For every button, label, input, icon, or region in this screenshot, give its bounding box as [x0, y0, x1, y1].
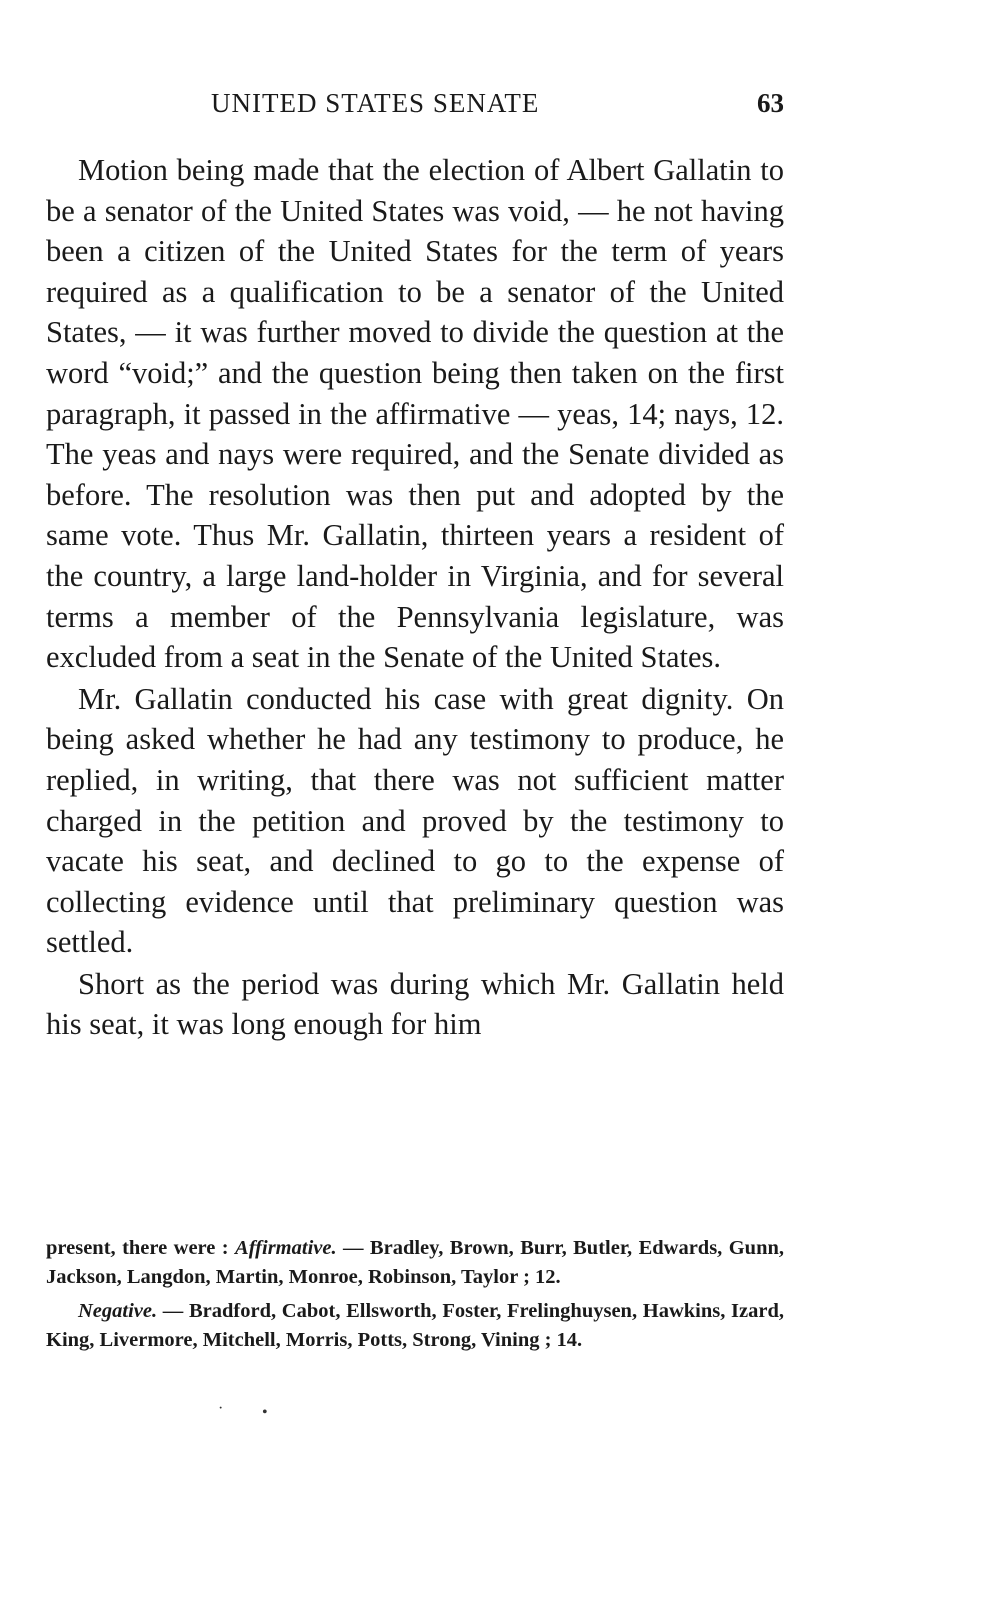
footnote	[46, 1234, 784, 1360]
page-number: 63	[757, 88, 784, 118]
footnote-intro: present, there were :	[46, 1237, 229, 1259]
paragraph-conduct: Mr. Gallatin conducted his case with great dignity. On being asked whether he had any testimony to produce, he replied, in writing, that there was not sufficient matter charged in the petition and proved by the testimony to vacate his seat, and declined to go to the expense of collecting evidence until that preliminary question was settled.	[46, 681, 784, 960]
paragraph-motion: Motion being made that the election of Albert Gallatin to be a senator of the United States was void, — he not having been a citizen of the United States for the term of years required as a qualification to be a senator of the United States, — it was further moved to divide the question at the word “void;” and the question being then taken on the first paragraph, it passed in the affirmative — yeas, 14; nays, 12. The yeas and nays were required, and the Senate divided as before. The resolution was then put and adopted by the same vote. Thus Mr. Gallatin, thirteen years a resident of the country, a large land-holder in Virginia, and for several terms a member of the Pennsylvania legislature, was excluded from a seat in the Senate of the United States.	[46, 153, 784, 675]
running-head	[46, 88, 784, 128]
negative-label: Negative.	[78, 1300, 158, 1322]
running-title: UNITED STATES SENATE	[211, 88, 540, 118]
paragraph-short-period: Short as the period was during which Mr. Gallatin held his seat, it was long enough for him	[46, 966, 784, 1042]
footnote-negative	[46, 1297, 784, 1355]
footnote-affirmative	[46, 1234, 784, 1292]
affirmative-label: Affirmative.	[235, 1237, 337, 1259]
print-speck: •	[262, 1404, 268, 1421]
negative-names: — Bradford, Cabot, Ellsworth, Foster, Frelinghuysen, Hawkins, Izard, King, Livermore, Mitchell, Morris, Potts, Strong, Vining ; 14.	[46, 1300, 784, 1351]
print-speck: ·	[218, 1400, 224, 1417]
body-text	[46, 150, 784, 1046]
affirmative-names: — Bradley, Brown, Burr, Butler, Edwards, Gunn, Jackson, Langdon, Martin, Monroe, Robinson, Taylor ; 12.	[46, 1237, 784, 1288]
